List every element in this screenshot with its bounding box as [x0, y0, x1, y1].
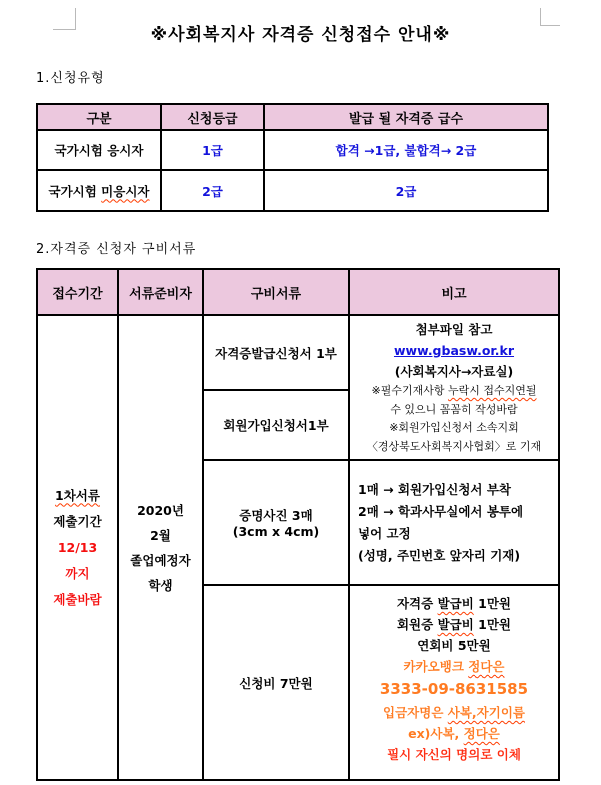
bank-text-spellcheck: 정다은 [468, 659, 505, 674]
fee-line3: 연회비 5만원 [417, 638, 491, 653]
required-documents-table [36, 268, 560, 781]
website-link[interactable]: www.gbasw.or.kr [393, 343, 515, 358]
cell-issued-pass-fail: 합격 →1급, 불합격→ 2급 [264, 130, 548, 170]
preparer-line4: 학생 [148, 577, 173, 593]
header-issued-grade: 발급 될 자격증 급수 [264, 104, 548, 130]
table-row [37, 130, 548, 170]
cell-remark-fees [349, 585, 559, 780]
cell-grade-2: 2급 [161, 170, 264, 211]
period-line2: 제출기간 [53, 513, 102, 529]
preparer-line3: 졸업예정자 [130, 552, 191, 568]
remark-site-path: (사회복지사→자료실) [394, 364, 514, 379]
depositor-line [350, 702, 558, 723]
table-header-row [37, 269, 559, 315]
note-text-spellcheck: 누락시 접수지연될 [447, 384, 537, 397]
deadline-date: 12/13 [57, 539, 98, 555]
depositor-example-line [350, 723, 558, 744]
depositor-text: 입금자명은 [383, 705, 448, 720]
table-row [37, 170, 548, 211]
transfer-warning: 필시 자신의 명의로 이체 [387, 747, 521, 762]
remark-note4: 〈경상북도사회복지사협회〉로 기재 [366, 439, 542, 453]
header-documents: 구비서류 [203, 269, 349, 315]
remark-attachment-title: 첨부파일 참고 [415, 322, 493, 337]
bank-name-line [350, 656, 558, 677]
table-row [37, 315, 559, 390]
cell-text: 국가시험 [48, 183, 102, 199]
section1-heading: 1.신청유형 [36, 71, 105, 86]
photo-instruction1: 1매 → 회원가입신청서 부착 [358, 481, 511, 497]
header-remark: 비고 [349, 269, 559, 315]
cell-doc-application-fee: 신청비 7만원 [203, 585, 349, 780]
cell-doc-certificate-application: 자격증발급신청서 1부 [203, 315, 349, 390]
document-title: ※사회복지사 자격증 신청접수 안내※ [150, 25, 451, 45]
section2-heading: 2.자격증 신청자 구비서류 [36, 242, 197, 257]
deadline-text1: 까지 [65, 565, 90, 581]
cell-doc-photos [203, 460, 349, 585]
fee-text: 1만원 [473, 596, 511, 611]
cell-text-spellcheck: 미응시자 [101, 183, 150, 199]
cell-exam-taker: 국가시험 응시자 [37, 130, 161, 170]
cell-grade-1: 1급 [161, 130, 264, 170]
application-type-table [36, 103, 549, 212]
photo-size: (3cm x 4cm) [232, 524, 320, 539]
deadline-text2: 제출바람 [53, 591, 102, 607]
cell-non-exam-taker [37, 170, 161, 211]
bank-text: 카카오뱅크 [403, 659, 469, 674]
fee-text: 자격증 [396, 596, 438, 611]
cell-doc-membership-application: 회원가입신청서1부 [203, 390, 349, 460]
fee-line1 [350, 593, 558, 614]
photo-instruction3: 넣어 고정 [358, 525, 411, 541]
fee-text-spellcheck: 발급비 [437, 596, 474, 611]
depositor-text-spellcheck: 사복,자기이름 [447, 705, 525, 720]
remark-note3: ※회원가입신청서 소속지회 [389, 421, 519, 434]
fee-text: 1만원 [473, 617, 511, 632]
cell-preparer [118, 315, 203, 780]
remark-note2: 수 있으니 꼼꼼히 작성바람 [390, 402, 518, 416]
preparer-line2: 2월 [150, 527, 171, 543]
photo-instruction4: (성명, 주민번호 앞자리 기재) [358, 547, 521, 563]
period-line1: 1차서류 [55, 487, 100, 503]
account-number: 3333-09-8631585 [379, 680, 529, 698]
fee-text-spellcheck: 발급비 [437, 617, 474, 632]
photo-instruction2: 2매 → 학과사무실에서 봉투에 [358, 503, 524, 519]
cell-issued-grade-2: 2급 [264, 170, 548, 211]
cell-remark-photos [349, 460, 559, 585]
header-period: 접수기간 [37, 269, 118, 315]
fee-line2 [350, 614, 558, 635]
header-grade: 신청등급 [161, 104, 264, 130]
photo-count: 증명사진 3매 [239, 508, 313, 523]
example-text: ex)사복, [408, 726, 464, 741]
header-category: 구분 [37, 104, 161, 130]
cell-submission-period [37, 315, 118, 780]
note-text: ※필수기재사항 [371, 384, 448, 397]
header-preparer: 서류준비자 [118, 269, 203, 315]
fee-text: 회원증 [396, 617, 438, 632]
cell-remark-attachments [349, 315, 559, 460]
table-header-row [37, 104, 548, 130]
preparer-line1: 2020년 [137, 502, 184, 518]
remark-note1 [352, 382, 556, 401]
example-text-spellcheck: 정다은 [463, 726, 500, 741]
